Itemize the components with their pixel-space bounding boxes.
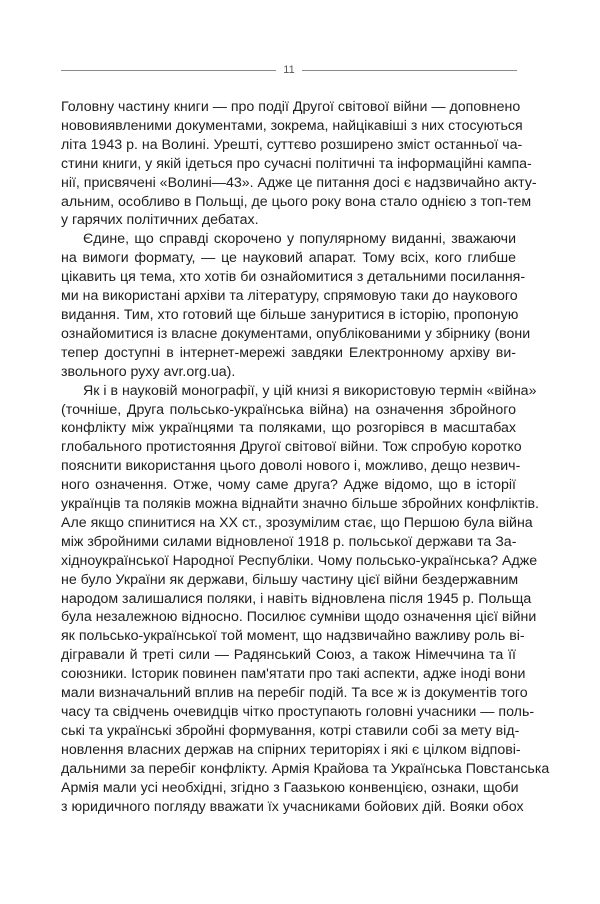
text-line: літа 1943 р. на Волині. Урешті, суттєво розширено зміст останньої ча- bbox=[61, 136, 523, 153]
paragraph-1 bbox=[61, 98, 537, 230]
text-line: (точніше, Друга польсько-українська війна) на означення збройного bbox=[61, 401, 516, 418]
text-line: пояснити використання цього доволі нового і, можливо, дещо незвич- bbox=[61, 458, 521, 475]
text-line: українців та поляків можна віднайти значно більше збройних конфліктів. bbox=[61, 496, 539, 513]
text-line: Єдине, що справді скорочено у популярному виданні, зважаючи bbox=[83, 231, 516, 248]
text-line: Головну частину книги — про події Другої світової війни — доповнено bbox=[61, 99, 521, 115]
text-line: нії, присвячені «Волині—43». Адже це питання досі є надзвичайно акту- bbox=[61, 174, 537, 191]
text-line: новлення власних держав на спірних територіях і які є цілком відпові- bbox=[61, 741, 521, 758]
text-line: глобального протистояння Другої світової війни. Тож спробую коротко bbox=[61, 439, 522, 456]
text-line: як польсько-української той момент, що надзвичайно важливу роль ві- bbox=[61, 628, 525, 645]
text-line: не було України як держави, більшу частину цієї війни бездержавним bbox=[61, 571, 519, 588]
header-rule-right bbox=[302, 70, 517, 71]
text-line: хідноукраїнської Народної Республіки. Чому польсько-українська? Адже bbox=[61, 552, 538, 569]
text-line: союзники. Історик повинен пам'ятати про такі аспекти, адже іноді вони bbox=[61, 666, 526, 683]
text-line: альним, особливо в Польщі, де цього року вона стало однією з топ-тем bbox=[61, 193, 532, 210]
text-line: ознайомитися із власне документами, опублікованими у збірнику (вони bbox=[61, 325, 531, 342]
text-line: у гарячих політичних дебатах. bbox=[61, 212, 259, 229]
body-text bbox=[61, 98, 550, 816]
text-line: народом залишалися поляки, і навіть відновлена після 1945 р. Польща bbox=[61, 590, 532, 607]
text-line: ми на використані архіви та літературу, спрямовую таки до наукового bbox=[61, 288, 518, 305]
text-line: дальними за перебіг конфлікту. Армія Крайова та Українська Повстанська bbox=[61, 760, 550, 777]
text-line: на вимоги формату, — це науковий апарат. Тому всіх, кого глибше bbox=[61, 250, 516, 267]
text-line: дігравали й треті сили — Радянський Союз, а також Німеччина та її bbox=[61, 647, 516, 664]
text-line: стини книги, у якій ідеться про сучасні політичні та інформаційні кампа- bbox=[61, 155, 532, 172]
text-line: з юридичного погляду вважати їх учасниками бойових дій. Вояки обох bbox=[61, 798, 524, 815]
text-line: ські та українські збройні формування, котрі ставили собі за мету від- bbox=[61, 722, 520, 739]
text-line: часу та свідчень очевидців чітко проступають головні учасники — поль- bbox=[61, 704, 535, 720]
header-rule-left bbox=[61, 70, 276, 71]
page-number: 11 bbox=[283, 64, 295, 76]
text-line: Але якщо спинитися на XX ст., зрозумілим стає, що Першою була війна bbox=[61, 514, 533, 531]
text-line: нововиявленими документами, зокрема, найцікавіші з них стосуються bbox=[61, 117, 523, 134]
text-line: конфлікту між українцями та поляками, що розгорівся в масштабах bbox=[61, 420, 516, 437]
text-line: ного означення. Отже, чому саме друга? Адже відомо, що в історії bbox=[61, 477, 516, 494]
paragraph-2 bbox=[61, 230, 531, 381]
text-line: видання. Тим, хто готовий ще більше зануритися в історію, пропоную bbox=[61, 306, 519, 323]
text-line: звольного руху avr.org.ua). bbox=[61, 363, 236, 380]
running-head bbox=[61, 60, 517, 80]
text-line: цікавить ця тема, хто хотів би ознайомитися з детальними посилання- bbox=[61, 269, 526, 286]
text-line: Армія мали усі необхідні, згідно з Гаазькою конвенцією, ознаки, щоби bbox=[61, 779, 519, 796]
paragraph-3 bbox=[61, 382, 550, 817]
text-line: була незалежною відносно. Посилює сумніви щодо означення цієї війни bbox=[61, 609, 537, 626]
text-line: мали визначальний вплив на перебіг подій. Та все ж із документів того bbox=[61, 685, 528, 702]
text-line: між збройними силами відновленої 1918 р. польської держави та За- bbox=[61, 533, 517, 550]
text-line: тепер доступні в інтернет-мережі завдяки Електронному архіву ви- bbox=[61, 344, 516, 361]
text-line: Як і в науковій монографії, у цій книзі я використовую термін «війна» bbox=[83, 382, 537, 399]
